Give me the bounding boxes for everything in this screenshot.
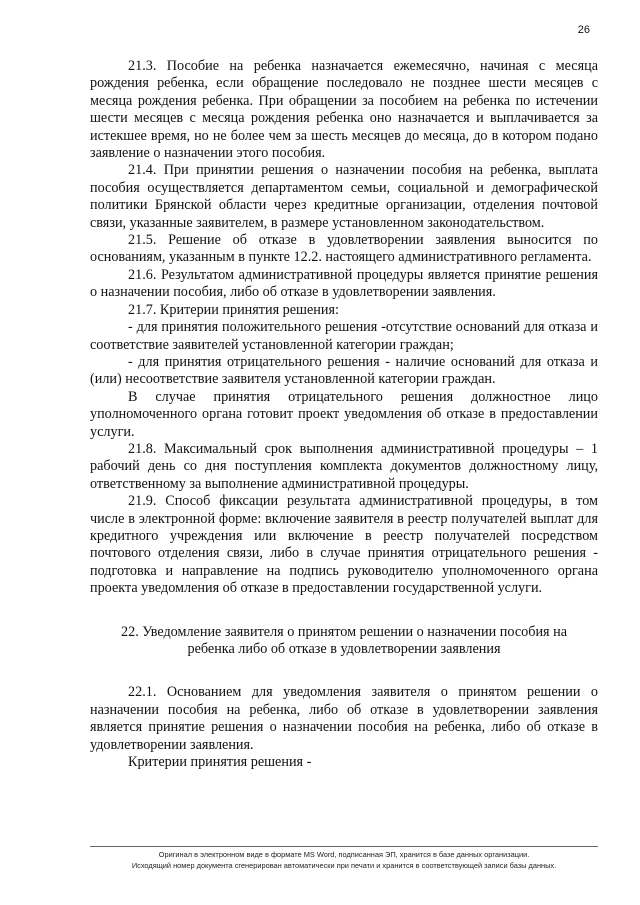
- footer: [90, 849, 598, 871]
- section-heading-22: [90, 624, 598, 659]
- page-number: 26: [577, 24, 590, 36]
- paragraph-21-7: 21.7. Критерии принятия решения:: [128, 301, 339, 318]
- paragraph-21-8: 21.8. Максимальный срок выполнения административной процедуры – 1 рабочий день со дня поступления комплекта документов должностному лицу, ответственному за выполнение административной процедуры.: [90, 440, 598, 492]
- footer-divider: [90, 846, 598, 847]
- paragraph-21-3: 21.3. Пособие на ребенка назначается ежемесячно, начиная с месяца рождения ребенка, если обращение последовало не позднее шести месяцев с месяца рождения ребенка. При обращении за пособием на ребенка по истечении шести месяцев с месяца рождения ребенка оно назначается и выплачивается за истекшее время, но не более чем за шесть месяцев до месяца, до в котором подано заявление о назначении этого пособия.: [90, 58, 598, 162]
- footer-line-2: Исходящий номер документа сгенерирован автоматически при печати и хранится в соответствующей записи базы данных.: [131, 861, 557, 870]
- paragraph-21-9: 21.9. Способ фиксации результата административной процедуры, в том числе в электронной форме: включение заявителя в реестр получателей выплат для кредитного учреждения или включение в реестр получателей посредством почтового отделения связи, либо в случае принятия отрицательного решения - подготовка и направление на подпись руководителю уполномоченного органа проекта уведомления об отказе в предоставлении государственной услуги.: [90, 493, 598, 597]
- paragraph-21-4: 21.4. При принятии решения о назначении пособия на ребенка, выплата пособия осуществляется департаментом семьи, социальной и демографической политики Брянской области через кредитные организации, отделения почтовой связи, указанные заявителем, в размере установленном законодательством.: [90, 162, 598, 231]
- paragraph-refusal: В случае принятия отрицательного решения должностное лицо уполномоченного органа готовит проект уведомления об отказе в предоставлении услуги.: [90, 388, 598, 440]
- heading-line-1: 22. Уведомление заявителя о принятом решении о назначении пособия на: [121, 623, 567, 640]
- heading-line-2: ребенка либо об отказе в удовлетворении заявления: [187, 641, 501, 657]
- footer-line-1: Оригинал в электронном виде в формате MS Word, подписанная ЭП, хранится в базе данных организации.: [158, 850, 530, 859]
- paragraph-21-6: 21.6. Результатом административной процедуры является принятие решения о назначении пособия, либо об отказе в удовлетворении заявления.: [90, 266, 598, 301]
- paragraph-criteria: Критерии принятия решения -: [128, 754, 312, 771]
- list-item-positive: - для принятия положительного решения -отсутствие оснований для отказа и соответствие заявителей установленной категории граждан;: [90, 319, 598, 353]
- list-item-negative: - для принятия отрицательного решения - наличие оснований для отказа и (или) несоответствие заявителя установленной категории граждан.: [90, 353, 598, 388]
- paragraph-22-1: 22.1. Основанием для уведомления заявителя о принятом решении о назначении пособия на ребенка, либо об отказе в удовлетворении заявления является принятие решения о назначении пособия на ребенка, либо об отказе в удовлетворении заявления.: [90, 684, 598, 753]
- document-body: [90, 58, 598, 771]
- paragraph-21-5: 21.5. Решение об отказе в удовлетворении заявления выносится по основаниям, указанным в пункте 12.2. настоящего административного регламента.: [90, 232, 598, 266]
